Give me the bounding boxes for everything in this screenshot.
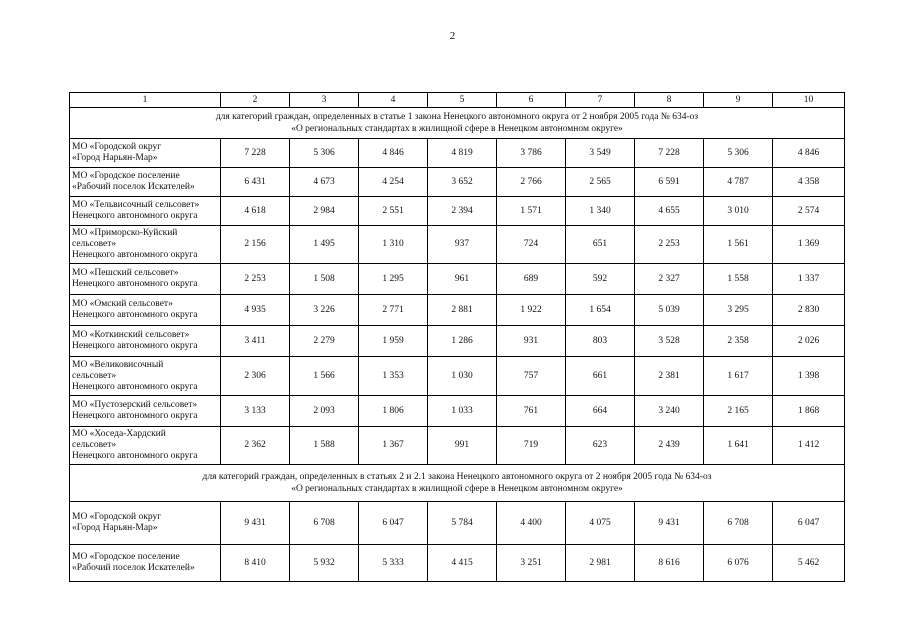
municipality-name-line: МО «Омский сельсовет» [72,299,173,309]
value-cell: 1 337 [773,264,845,295]
column-number-row [70,93,845,108]
value-cell: 4 673 [290,168,359,197]
section-title-line: «О региональных стандартах в жилищной сфере в Ненецком автономном округе» [291,124,623,134]
value-cell: 3 240 [635,396,704,427]
value-cell: 931 [497,326,566,357]
value-cell: 2 253 [635,226,704,264]
value-cell: 761 [497,396,566,427]
column-number-cell: 8 [635,93,704,108]
value-cell: 3 295 [704,295,773,326]
value-cell: 2 439 [635,427,704,465]
value-cell: 6 708 [704,502,773,545]
value-cell: 1 959 [359,326,428,357]
value-cell: 961 [428,264,497,295]
value-cell: 2 565 [566,168,635,197]
value-cell: 4 254 [359,168,428,197]
value-cell: 2 253 [221,264,290,295]
value-cell: 661 [566,357,635,396]
section-title [70,465,845,502]
municipality-name-line: МО «Городской округ [72,142,162,152]
value-cell: 1 654 [566,295,635,326]
value-cell: 2 881 [428,295,497,326]
municipality-name-cell [70,502,221,545]
value-cell: 2 093 [290,396,359,427]
value-cell: 3 786 [497,139,566,168]
value-cell: 1 310 [359,226,428,264]
section-title-row [70,465,845,502]
page-number: 2 [449,30,456,42]
value-cell: 4 415 [428,545,497,582]
value-cell: 2 766 [497,168,566,197]
municipality-name-line: «Город Нарьян-Мар» [72,153,158,163]
value-cell: 592 [566,264,635,295]
value-cell: 664 [566,396,635,427]
value-cell: 2 830 [773,295,845,326]
value-cell: 1 566 [290,357,359,396]
municipality-name-line: Ненецкого автономного округа [72,451,198,461]
value-cell: 4 400 [497,502,566,545]
value-cell: 2 279 [290,326,359,357]
municipality-name-line: МО «Пустозерский сельсовет» [72,400,198,410]
municipality-name-line: МО «Тельвисочный сельсовет» [72,200,200,210]
value-cell: 937 [428,226,497,264]
value-cell: 2 551 [359,197,428,226]
value-cell: 1 806 [359,396,428,427]
municipality-name-line: сельсовет» [72,239,117,249]
table-row [70,357,845,396]
value-cell: 2 771 [359,295,428,326]
section-title-row [70,108,845,139]
municipality-name-line: Ненецкого автономного округа [72,310,198,320]
value-cell: 4 819 [428,139,497,168]
value-cell: 3 528 [635,326,704,357]
value-cell: 1 617 [704,357,773,396]
value-cell: 5 462 [773,545,845,582]
municipality-name-line: «Рабочий поселок Искателей» [72,563,195,573]
value-cell: 6 076 [704,545,773,582]
value-cell: 1 286 [428,326,497,357]
value-cell: 1 353 [359,357,428,396]
value-cell: 6 431 [221,168,290,197]
value-cell: 5 039 [635,295,704,326]
value-cell: 4 787 [704,168,773,197]
municipality-name-cell [70,226,221,264]
value-cell: 9 431 [635,502,704,545]
value-cell: 2 327 [635,264,704,295]
value-cell: 2 165 [704,396,773,427]
municipality-name-line: МО «Городское поселение [72,552,180,562]
municipality-name-line: «Город Нарьян-Мар» [72,523,158,533]
value-cell: 1 571 [497,197,566,226]
table-row [70,295,845,326]
value-cell: 719 [497,427,566,465]
table-row [70,396,845,427]
municipality-name-cell [70,396,221,427]
table-row [70,545,845,582]
value-cell: 2 026 [773,326,845,357]
value-cell: 2 984 [290,197,359,226]
value-cell: 1 340 [566,197,635,226]
value-cell: 1 588 [290,427,359,465]
municipality-name-line: Ненецкого автономного округа [72,411,198,421]
column-number-cell: 2 [221,93,290,108]
municipality-name-line: «Рабочий поселок Искателей» [72,182,195,192]
value-cell: 2 362 [221,427,290,465]
value-cell: 6 591 [635,168,704,197]
value-cell: 4 075 [566,502,635,545]
value-cell: 2 394 [428,197,497,226]
value-cell: 5 306 [704,139,773,168]
value-cell: 3 133 [221,396,290,427]
value-cell: 1 398 [773,357,845,396]
municipality-name-cell [70,264,221,295]
municipality-name-line: МО «Приморско-Куйский [72,228,178,238]
value-cell: 1 922 [497,295,566,326]
table-row [70,264,845,295]
municipality-name-line: МО «Коткинский сельсовет» [72,330,190,340]
value-cell: 1 558 [704,264,773,295]
municipality-name-line: МО «Пешский сельсовет» [72,268,179,278]
column-number-cell: 7 [566,93,635,108]
value-cell: 5 306 [290,139,359,168]
municipality-name-cell [70,295,221,326]
section-title [70,108,845,139]
value-cell: 3 226 [290,295,359,326]
value-cell: 4 618 [221,197,290,226]
municipality-name-cell [70,168,221,197]
value-cell: 724 [497,226,566,264]
table-row [70,502,845,545]
value-cell: 3 010 [704,197,773,226]
value-cell: 2 574 [773,197,845,226]
value-cell: 623 [566,427,635,465]
municipality-name-cell [70,357,221,396]
municipality-name-cell [70,427,221,465]
column-number-cell: 1 [70,93,221,108]
column-number-cell: 9 [704,93,773,108]
value-cell: 689 [497,264,566,295]
section-title-line: для категорий граждан, определенных в статье 1 закона Ненецкого автономного округа от 2 ноября 2005 года № 634-оз [215,112,699,122]
value-cell: 8 410 [221,545,290,582]
value-cell: 1 868 [773,396,845,427]
housing-standards-table [69,92,845,582]
value-cell: 1 030 [428,357,497,396]
municipality-name-line: МО «Городской округ [72,512,162,522]
municipality-name-cell [70,326,221,357]
value-cell: 5 932 [290,545,359,582]
value-cell: 2 306 [221,357,290,396]
column-number-cell: 3 [290,93,359,108]
table-row [70,168,845,197]
municipality-name-line: Ненецкого автономного округа [72,279,198,289]
municipality-name-line: Ненецкого автономного округа [72,381,198,392]
value-cell: 1 561 [704,226,773,264]
table-row [70,226,845,264]
value-cell: 1 369 [773,226,845,264]
value-cell: 8 616 [635,545,704,582]
value-cell: 3 251 [497,545,566,582]
value-cell: 651 [566,226,635,264]
value-cell: 1 495 [290,226,359,264]
municipality-name-line: Ненецкого автономного округа [72,341,198,351]
value-cell: 6 047 [773,502,845,545]
column-number-cell: 4 [359,93,428,108]
value-cell: 4 655 [635,197,704,226]
value-cell: 803 [566,326,635,357]
table-row [70,427,845,465]
value-cell: 3 652 [428,168,497,197]
column-number-cell: 6 [497,93,566,108]
table-row [70,197,845,226]
value-cell: 991 [428,427,497,465]
value-cell: 2 358 [704,326,773,357]
value-cell: 757 [497,357,566,396]
value-cell: 1 295 [359,264,428,295]
municipality-name-line: Ненецкого автономного округа [72,250,198,260]
table-row [70,326,845,357]
municipality-name-cell [70,545,221,582]
value-cell: 1 412 [773,427,845,465]
municipality-name-cell [70,139,221,168]
municipality-name-line: Ненецкого автономного округа [72,211,198,221]
section-title-line: для категорий граждан, определенных в статьях 2 и 2.1 закона Ненецкого автономного округа от 2 ноября 2005 года № 634-оз [202,472,712,482]
value-cell: 7 228 [221,139,290,168]
municipality-name-line: МО «Великовисочный [72,359,164,370]
value-cell: 1 641 [704,427,773,465]
municipality-name-line: сельсовет» [72,370,117,381]
value-cell: 1 033 [428,396,497,427]
value-cell: 6 047 [359,502,428,545]
value-cell: 1 367 [359,427,428,465]
value-cell: 2 381 [635,357,704,396]
value-cell: 6 708 [290,502,359,545]
municipality-name-line: МО «Хоседа-Хардский [72,429,166,439]
value-cell: 1 508 [290,264,359,295]
municipality-name-line: МО «Городское поселение [72,171,180,181]
value-cell: 5 333 [359,545,428,582]
value-cell: 5 784 [428,502,497,545]
value-cell: 4 846 [773,139,845,168]
value-cell: 7 228 [635,139,704,168]
value-cell: 3 549 [566,139,635,168]
municipality-name-cell [70,197,221,226]
value-cell: 2 981 [566,545,635,582]
column-number-cell: 10 [773,93,845,108]
value-cell: 4 846 [359,139,428,168]
section-title-line: «О региональных стандартах в жилищной сфере в Ненецком автономном округе» [291,484,623,494]
value-cell: 9 431 [221,502,290,545]
column-number-cell: 5 [428,93,497,108]
value-cell: 3 411 [221,326,290,357]
municipality-name-line: сельсовет» [72,440,117,450]
value-cell: 2 156 [221,226,290,264]
value-cell: 4 358 [773,168,845,197]
table-row [70,139,845,168]
value-cell: 4 935 [221,295,290,326]
